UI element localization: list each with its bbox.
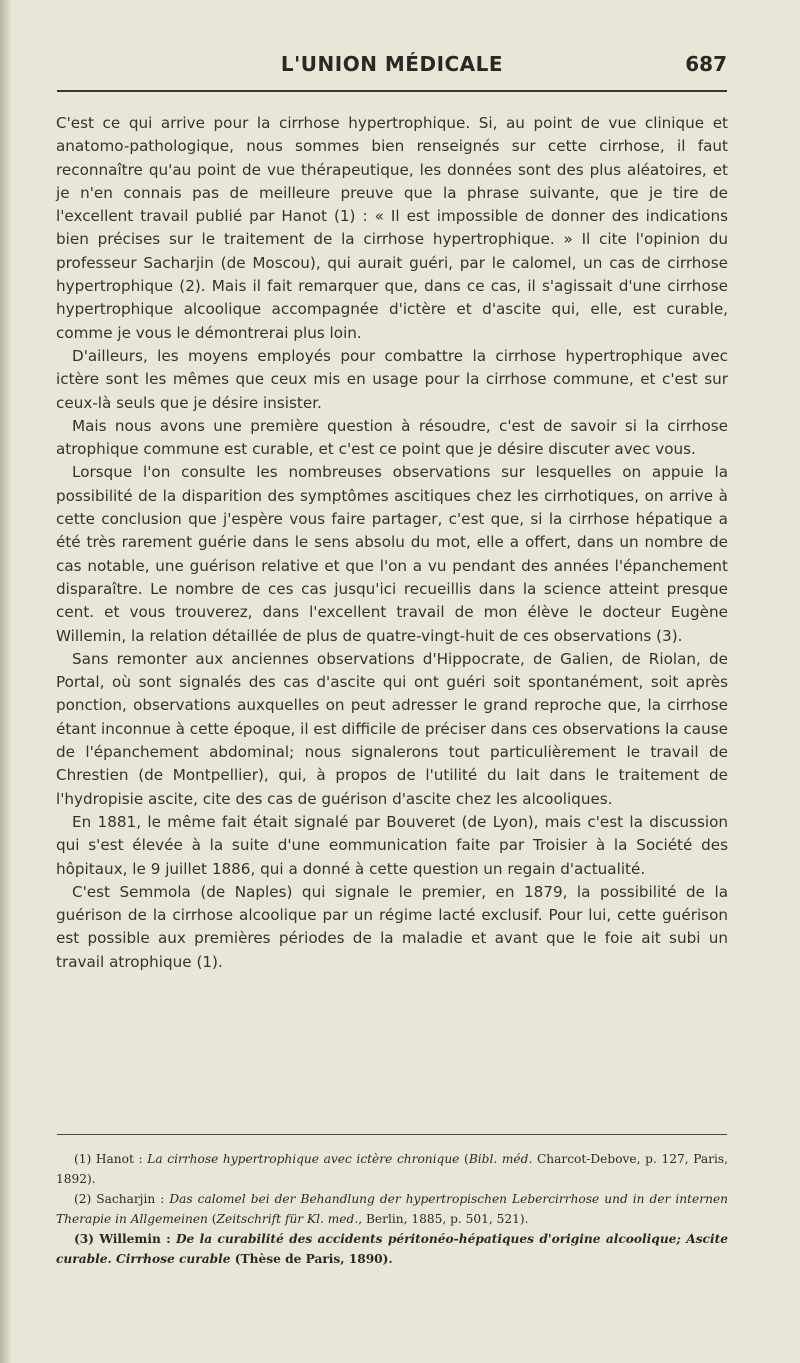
footnote-rule <box>57 1134 727 1135</box>
header-rule <box>57 90 727 92</box>
footnote <box>56 1230 728 1269</box>
footnote <box>56 1190 728 1229</box>
footnote-rest: (Thèse de Paris, 1890). <box>234 1251 393 1266</box>
paragraph: Mais nous avons une première question à résoudre, c'est de savoir si la cirrhose atrophique commune est curable, et c'est ce point que je désire discuter avec vous. <box>56 416 728 459</box>
footnote-ref-source: Bibl. méd. <box>468 1152 533 1166</box>
paragraph: Lorsque l'on consulte les nombreuses observations sur lesquelles on appuie la possibilité de la disparition des symptômes ascitiques chez les cirrhotiques, on arrive à cette conclusion que j'espère vous faire partager, c'est que, si la cirrhose hépatique a été très rarement guérie dans le sens absolu du mot, elle a offert, dans un nombre de cas notable, une guérison relative et que l'on a vu pendant des années l'épanchement disparaître. Le nombre de ces cas jusqu'ici recueillis dans la science atteint presque cent. et vous trouverez, dans l'excellent travail de mon élève le docteur Eugène Willemin, la relation détaillée de plus de quatre-vingt-huit de ces observations (3). <box>56 463 728 645</box>
footnote-sep: ( <box>207 1211 217 1226</box>
binding-shadow <box>0 0 12 1363</box>
footnote-rest: Charcot-Debove, p. 127, Paris, 1892). <box>56 1152 728 1186</box>
running-title: L'UNION MÉDICALE <box>280 52 504 76</box>
paragraph: En 1881, le même fait était signalé par Bouveret (de Lyon), mais c'est la discussion qui s'est élevée à la suite d'une eommunication faite par Troisier à la Société des hôpitaux, le 9 juillet 1886, qui a donné à cette question un regain d'actualité. <box>56 812 728 878</box>
page-number: 687 <box>685 52 727 76</box>
footnote-ref-title: De la curabilité des accidents péritonéo-hépatiques d'origine alcoolique; Ascite curable. Cirrhose curable <box>56 1232 728 1266</box>
footnote-marker: (3) Willemin : <box>74 1232 176 1247</box>
footnote <box>56 1150 728 1189</box>
page-header <box>57 52 727 86</box>
paragraph: Sans remonter aux anciennes observations d'Hippocrate, de Galien, de Riolan, de Portal, où sont signalés des cas d'ascite qui ont guéri soit spontanément, soit après ponction, observations auxquelles on peut adresser le grand reproche que, la cirrhose étant inconnue à cette époque, il est difficile de préciser dans ces observations la cause de l'épanchement abdominal; nous signalerons tout particulièrement le travail de Chrestien (de Montpellier), qui, à propos de l'utilité du lait dans le traitement de l'hydropisie ascite, cite des cas de guérison d'ascite chez les alcooliques. <box>56 649 728 808</box>
body-text <box>56 112 728 974</box>
footnote-ref-title: La cirrhose hypertrophique avec ictère chronique <box>147 1152 460 1166</box>
footnote-sep: ( <box>459 1152 469 1166</box>
footnote-marker: (2) Sacharjin : <box>74 1192 170 1207</box>
footnote-rest: , Berlin, 1885, p. 501, 521). <box>358 1211 529 1226</box>
paragraph: C'est ce qui arrive pour la cirrhose hypertrophique. Si, au point de vue clinique et anatomo-pathologique, nous sommes bien renseignés sur cette cirrhose, il faut reconnaître qu'au point de vue thérapeutique, les données sont des plus aléatoires, et je n'en connais pas de meilleure preuve que la phrase suivante, que je tire de l'excellent travail publié par Hanot (1) : « Il est impossible de donner des indications bien précises sur le traitement de la cirrhose hypertrophique. » Il cite l'opinion du professeur Sacharjin (de Moscou), qui aurait guéri, par le calomel, un cas de cirrhose hypertrophique (2). Mais il fait remarquer que, dans ce cas, il s'agissait d'une cirrhose hypertrophique alcoolique accompagnée d'ictère et d'ascite qui, elle, est curable, comme je vous le démontrerai plus loin. <box>56 114 728 342</box>
footnote-marker: (1) Hanot : <box>74 1152 148 1166</box>
footnote-ref-title: Das calomel bei der Behandlung der hypertropischen Lebercirrhose und in der internen Therapie in Allgemeinen <box>56 1192 729 1226</box>
footnotes <box>56 1150 728 1271</box>
footnote-ref-source: Zeitschrift für Kl. med. <box>216 1211 359 1226</box>
paragraph: D'ailleurs, les moyens employés pour combattre la cirrhose hypertrophique avec ictère sont les mêmes que ceux mis en usage pour la cirrhose commune, et c'est sur ceux-là seuls que je désire insister. <box>56 346 728 412</box>
paragraph: C'est Semmola (de Naples) qui signale le premier, en 1879, la possibilité de la guérison de la cirrhose alcoolique par un régime lacté exclusif. Pour lui, cette guérison est possible aux premières périodes de la maladie et avant que le foie ait subi un travail atrophique (1). <box>56 882 728 971</box>
